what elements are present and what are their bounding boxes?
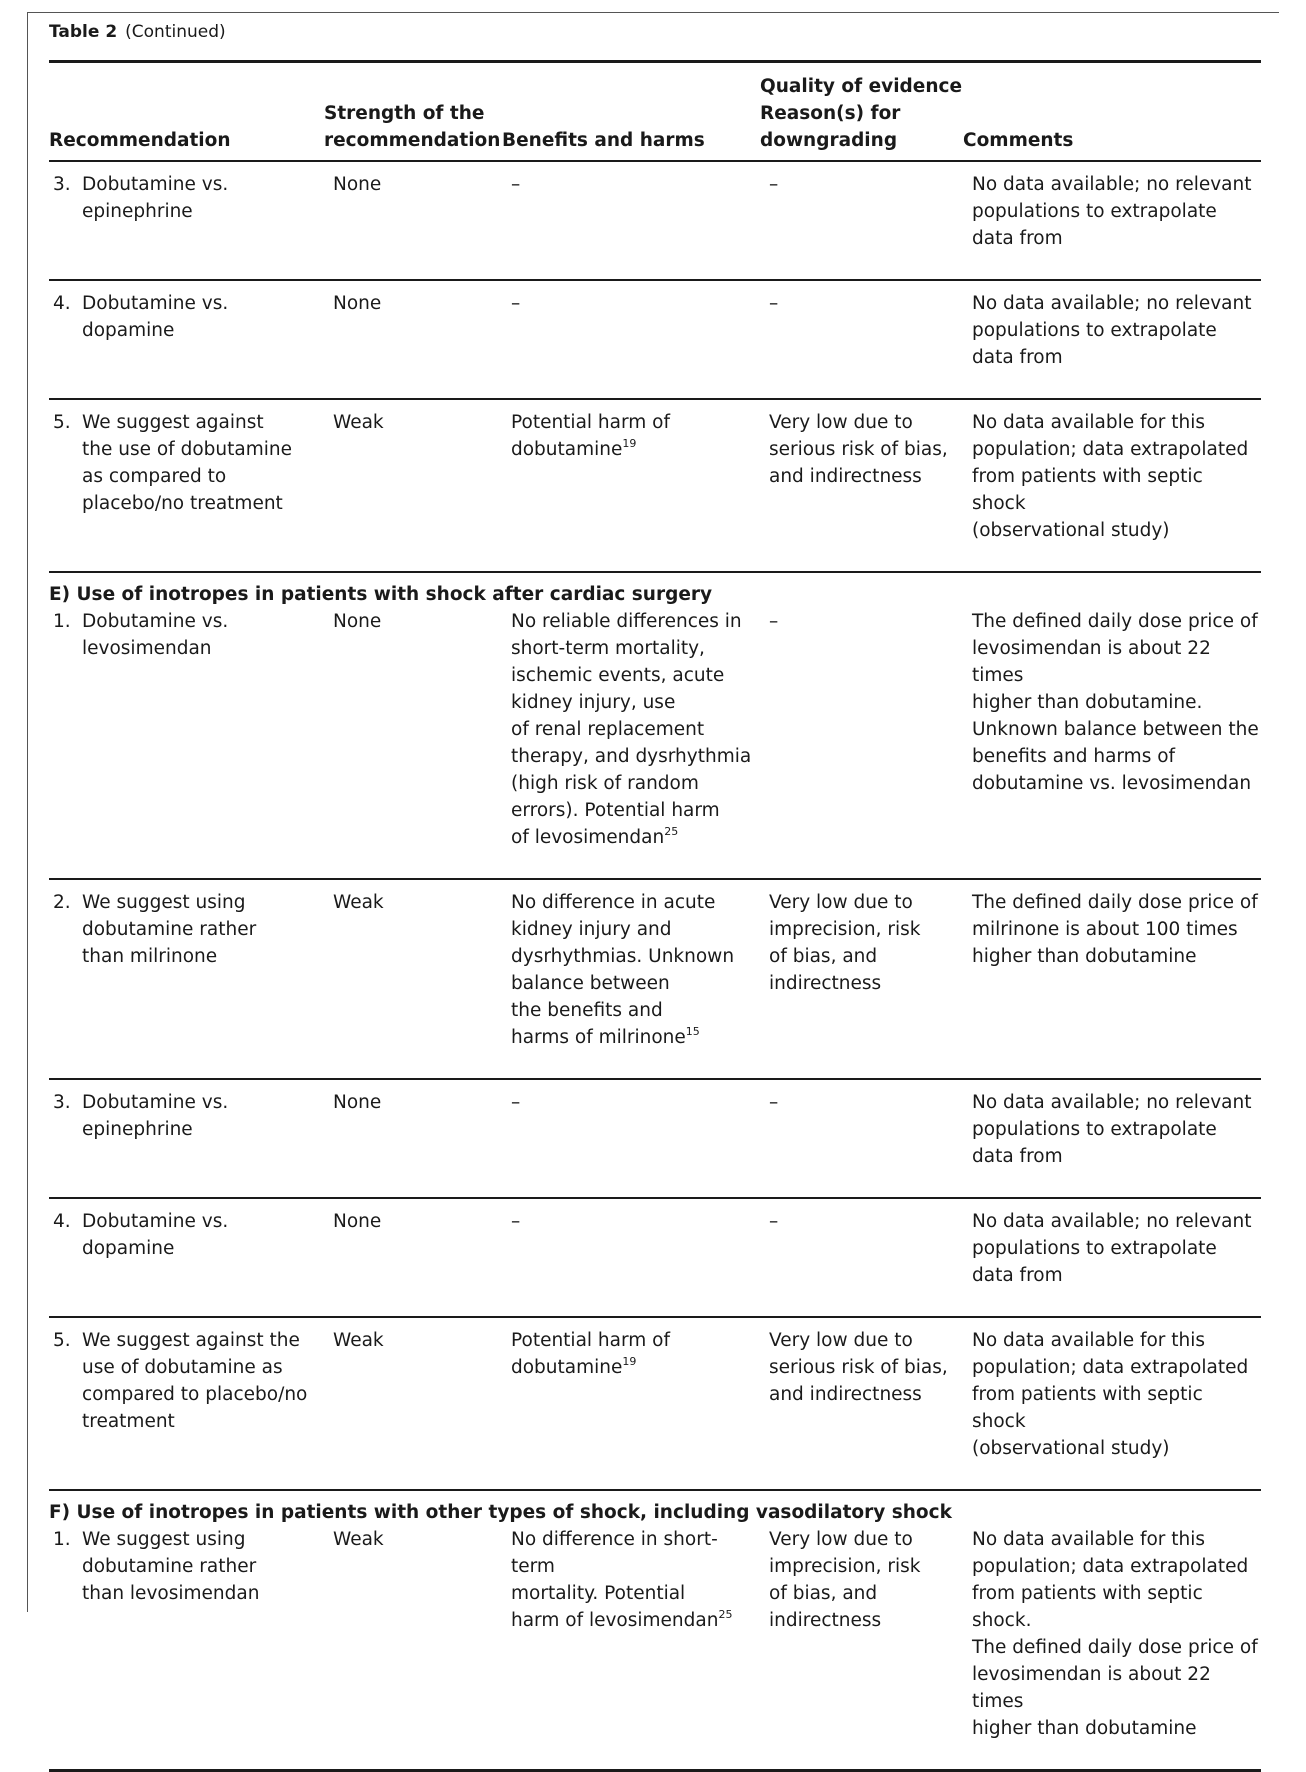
cell-line: –	[769, 1211, 779, 1232]
cell-line: (observational study)	[972, 520, 1170, 541]
cell-line: Potential harm of	[511, 1330, 671, 1351]
cell-line: Dobutamine vs.	[82, 293, 229, 314]
cell-recommendation	[49, 280, 324, 399]
cell-line: data from	[972, 228, 1063, 249]
cell-strength: None	[333, 611, 382, 632]
cell-line: serious risk of bias,	[769, 1357, 948, 1378]
section-heading: E) Use of inotropes in patients with shock after cardiac surgery	[49, 584, 713, 605]
row-number: 4.	[53, 1211, 71, 1232]
cell-line: population; data extrapolated	[972, 439, 1249, 460]
cell-strength: None	[333, 293, 382, 314]
cell-benefits	[502, 1079, 760, 1198]
page-frame-left	[27, 12, 28, 1612]
cell-line: –	[511, 1092, 521, 1113]
cell-strength: None	[333, 1211, 382, 1232]
cell-line: levosimendan is about 22 times	[972, 1664, 1211, 1712]
table-row	[49, 879, 1261, 1079]
row-number: 5.	[53, 1330, 71, 1351]
cell-line: (observational study)	[972, 1438, 1170, 1459]
cell-line: –	[769, 611, 779, 632]
cell-line: populations to extrapolate	[972, 1119, 1217, 1140]
table-continued: (Continued)	[125, 22, 226, 42]
cell-line: levosimendan	[82, 638, 212, 659]
cell-quality	[760, 161, 963, 280]
cell-line: –	[769, 174, 779, 195]
cell-line: We suggest using	[82, 892, 246, 913]
cell-line: compared to placebo/no	[82, 1384, 308, 1405]
cell-line: dopamine	[82, 320, 175, 341]
cell-line: imprecision, risk	[769, 1556, 921, 1577]
recommendation-text	[82, 290, 228, 344]
row-number: 4.	[53, 293, 71, 314]
cell-line: dobutamine	[511, 1357, 623, 1378]
cell-line: Very low due to	[769, 1330, 913, 1351]
cell-benefits	[502, 280, 760, 399]
cell-line: No difference in short-term	[511, 1529, 718, 1577]
cell-line: Dobutamine vs. dopamine	[82, 1211, 229, 1259]
cell-line: balance between	[511, 973, 670, 994]
cell-line: dobutamine vs. levosimendan	[972, 773, 1252, 794]
cell-quality	[760, 280, 963, 399]
cell-line: harms of milrinone	[511, 1027, 686, 1048]
cell-benefits	[502, 399, 760, 572]
cell-strength: Weak	[333, 1529, 384, 1550]
cell-line: dobutamine rather	[82, 919, 257, 940]
cell-recommendation	[49, 399, 324, 572]
cell-line: the benefits and	[511, 1000, 663, 1021]
header-row	[49, 62, 1261, 162]
cell-strength: Weak	[333, 1330, 384, 1351]
cell-comments	[963, 399, 1261, 572]
recommendation-text	[82, 889, 256, 970]
cell-line: of bias, and	[769, 946, 878, 967]
cell-benefits	[502, 879, 760, 1079]
citation-ref: 25	[664, 825, 679, 838]
cell-line: populations to extrapolate	[972, 320, 1217, 341]
cell-line: data from	[972, 1265, 1063, 1286]
cell-line: epinephrine	[82, 1119, 193, 1140]
cell-quality	[760, 608, 963, 879]
row-number: 3.	[53, 174, 71, 195]
row-number: 1.	[53, 611, 71, 632]
cell-line: errors). Potential harm	[511, 800, 720, 821]
cell-strength: Weak	[333, 412, 384, 433]
cell-line: –	[769, 1092, 779, 1113]
cell-line: higher than dobutamine	[972, 946, 1197, 967]
cell-comments	[963, 161, 1261, 280]
section-heading: F) Use of inotropes in patients with other types of shock, including vasodilatory shock	[49, 1502, 952, 1523]
cell-line: population; data extrapolated	[972, 1357, 1249, 1378]
table-wrapper	[49, 60, 1261, 1772]
cell-quality	[760, 1079, 963, 1198]
cell-line: Potential harm of	[511, 412, 671, 433]
cell-benefits	[502, 161, 760, 280]
cell-line: dysrhythmias. Unknown	[511, 946, 735, 967]
cell-line: of bias, and	[769, 1583, 878, 1604]
cell-strength: None	[333, 1092, 382, 1113]
cell-line: ischemic events, acute	[511, 665, 725, 686]
cell-line: (high risk of random	[511, 773, 699, 794]
cell-line: The defined daily dose price of	[972, 892, 1258, 913]
header-benefits: Benefits and harms	[502, 130, 705, 151]
cell-strength: Weak	[333, 892, 384, 913]
cell-line: higher than dobutamine.	[972, 692, 1203, 713]
cell-line: Very low due to	[769, 1529, 913, 1550]
cell-recommendation	[49, 1317, 324, 1490]
cell-line: serious risk of bias,	[769, 439, 948, 460]
header-quality: Quality of evidence Reason(s) for downgrading	[760, 76, 963, 151]
cell-line: placebo/no treatment	[82, 493, 283, 514]
cell-quality	[760, 879, 963, 1079]
table-label: Table 2	[49, 22, 118, 42]
table-row	[49, 608, 1261, 879]
cell-line: benefits and harms of	[972, 746, 1176, 767]
recommendation-text	[82, 409, 292, 517]
cell-line: No data available; no relevant	[972, 174, 1252, 195]
cell-quality	[760, 1526, 963, 1771]
cell-line: use of dobutamine as	[82, 1357, 283, 1378]
cell-line: than milrinone	[82, 946, 218, 967]
recommendation-text	[82, 1208, 324, 1262]
cell-line: Dobutamine vs.	[82, 611, 229, 632]
cell-line: and indirectness	[769, 466, 922, 487]
header-strength: Strength of the recommendation	[324, 103, 501, 151]
cell-strength: None	[333, 174, 382, 195]
table-row	[49, 1079, 1261, 1198]
cell-comments	[963, 1198, 1261, 1317]
recommendation-text	[82, 1526, 259, 1607]
section-f-row	[49, 1490, 1261, 1526]
cell-recommendation	[49, 1079, 324, 1198]
cell-line: than levosimendan	[82, 1583, 260, 1604]
table-body	[49, 161, 1261, 1771]
cell-line: No difference in acute	[511, 892, 716, 913]
cell-quality	[760, 1198, 963, 1317]
cell-line: No reliable differences in	[511, 611, 742, 632]
cell-line: No data available; no relevant	[972, 293, 1252, 314]
citation-ref: 19	[622, 437, 637, 450]
cell-benefits	[502, 1317, 760, 1490]
cell-line: milrinone is about 100 times	[972, 919, 1238, 940]
cell-line: the use of dobutamine	[82, 439, 292, 460]
table-row	[49, 161, 1261, 280]
recommendation-text	[82, 171, 228, 225]
cell-quality	[760, 1317, 963, 1490]
table-row	[49, 280, 1261, 399]
cell-line: harm of levosimendan	[511, 1610, 719, 1631]
header-recommendation: Recommendation	[49, 130, 231, 151]
cell-line: population; data extrapolated	[972, 1556, 1249, 1577]
cell-line: –	[511, 293, 521, 314]
cell-line: treatment	[82, 1411, 175, 1432]
cell-comments	[963, 280, 1261, 399]
cell-line: levosimendan is about 22 times	[972, 638, 1211, 686]
cell-line: The defined daily dose price of	[972, 611, 1258, 632]
cell-line: epinephrine	[82, 201, 193, 222]
section-e-row	[49, 572, 1261, 608]
cell-line: The defined daily dose price of	[972, 1637, 1258, 1658]
header-comments: Comments	[963, 130, 1074, 151]
cell-line: Very low due to	[769, 412, 913, 433]
cell-line: mortality. Potential	[511, 1583, 686, 1604]
recommendation-text	[82, 1089, 228, 1143]
page-frame-top	[27, 12, 1279, 13]
cell-line: populations to extrapolate	[972, 201, 1217, 222]
cell-line: short-term mortality,	[511, 638, 705, 659]
cell-line: data from	[972, 347, 1063, 368]
table-row	[49, 1317, 1261, 1490]
cell-line: Dobutamine vs.	[82, 174, 229, 195]
cell-recommendation	[49, 879, 324, 1079]
cell-line: Very low due to	[769, 892, 913, 913]
cell-line: and indirectness	[769, 1384, 922, 1405]
cell-line: from patients with septic shock.	[972, 1583, 1203, 1631]
cell-line: from patients with septic shock	[972, 466, 1203, 514]
cell-recommendation	[49, 1526, 324, 1771]
cell-recommendation	[49, 608, 324, 879]
cell-line: Unknown balance between the	[972, 719, 1259, 740]
cell-line: We suggest using	[82, 1529, 246, 1550]
row-number: 2.	[53, 892, 71, 913]
recommendation-text	[82, 1327, 307, 1435]
cell-line: We suggest against	[82, 412, 264, 433]
cell-line: Dobutamine vs.	[82, 1092, 229, 1113]
cell-benefits	[502, 608, 760, 879]
cell-line: imprecision, risk	[769, 919, 921, 940]
citation-ref: 25	[718, 1608, 733, 1621]
cell-line: therapy, and dysrhythmia	[511, 746, 752, 767]
cell-line: populations to extrapolate	[972, 1238, 1217, 1259]
cell-line: No data available for this	[972, 1529, 1206, 1550]
cell-line: –	[511, 1211, 521, 1232]
citation-ref: 19	[622, 1355, 637, 1368]
cell-comments	[963, 1526, 1261, 1771]
cell-line: indirectness	[769, 973, 882, 994]
cell-line: No data available for this	[972, 1330, 1206, 1351]
cell-line: of renal replacement	[511, 719, 705, 740]
table-row	[49, 1526, 1261, 1771]
cell-benefits	[502, 1526, 760, 1771]
cell-comments	[963, 1317, 1261, 1490]
row-number: 5.	[53, 412, 71, 433]
cell-line: higher than dobutamine	[972, 1718, 1197, 1739]
recommendations-table	[49, 60, 1261, 1772]
cell-line: of levosimendan	[511, 827, 665, 848]
row-number: 3.	[53, 1092, 71, 1113]
cell-comments	[963, 608, 1261, 879]
cell-line: We suggest against the	[82, 1330, 300, 1351]
cell-line: No data available for this	[972, 412, 1206, 433]
cell-quality	[760, 399, 963, 572]
table-row	[49, 1198, 1261, 1317]
citation-ref: 15	[685, 1025, 700, 1038]
row-number: 1.	[53, 1529, 71, 1550]
table-row	[49, 399, 1261, 572]
cell-line: from patients with septic shock	[972, 1384, 1203, 1432]
cell-line: as compared to	[82, 466, 227, 487]
cell-line: No data available; no relevant	[972, 1211, 1252, 1232]
recommendation-text	[82, 608, 228, 662]
cell-line: data from	[972, 1146, 1063, 1167]
cell-line: No data available; no relevant	[972, 1092, 1252, 1113]
cell-recommendation	[49, 1198, 324, 1317]
cell-line: kidney injury and	[511, 919, 672, 940]
cell-benefits	[502, 1198, 760, 1317]
cell-line: –	[511, 174, 521, 195]
cell-line: dobutamine rather	[82, 1556, 257, 1577]
cell-recommendation	[49, 161, 324, 280]
cell-line: dobutamine	[511, 439, 623, 460]
cell-line: kidney injury, use	[511, 692, 676, 713]
cell-comments	[963, 1079, 1261, 1198]
cell-comments	[963, 879, 1261, 1079]
table-caption	[49, 22, 226, 42]
cell-line: –	[769, 293, 779, 314]
cell-line: indirectness	[769, 1610, 882, 1631]
